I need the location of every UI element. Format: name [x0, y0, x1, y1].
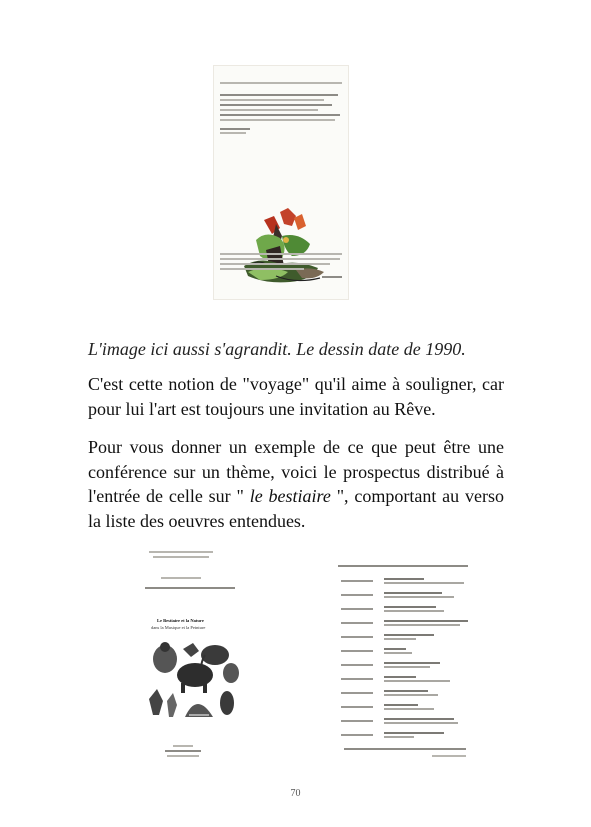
prospectus-header-line	[149, 551, 213, 553]
prospectus-front	[143, 547, 243, 772]
works-list-row	[338, 703, 473, 714]
prospectus-subtitle-line	[145, 587, 235, 589]
page-number: 70	[290, 788, 301, 799]
flyer-author-line	[220, 128, 250, 130]
works-list-row	[338, 717, 473, 728]
flyer-program-line	[220, 119, 335, 121]
flyer-caption-line	[220, 268, 304, 270]
flyer-program-line	[220, 109, 318, 111]
paragraph-prospectus	[88, 435, 504, 533]
scanned-prospectus-image	[143, 547, 473, 772]
prospectus-footer-line	[167, 755, 199, 757]
prospectus-back	[338, 547, 473, 772]
prospectus-header-line	[153, 556, 209, 558]
works-list-row	[338, 591, 473, 602]
scanned-flyer-image	[214, 66, 348, 299]
works-list-row	[338, 689, 473, 700]
paragraph-voyage: C'est cette notion de "voyage" qu'il aime à souligner, car pour lui l'art est toujours une invitation au Rêve.	[88, 374, 504, 419]
works-list-row	[338, 577, 473, 588]
flyer-header-line	[220, 82, 342, 84]
works-list-row	[338, 731, 473, 742]
flyer-caption-line	[220, 263, 330, 265]
works-list-row	[338, 675, 473, 686]
bestiary-engravings	[143, 639, 243, 729]
flyer-program-line	[220, 114, 340, 116]
works-list-row	[338, 605, 473, 616]
works-list-footer	[344, 748, 466, 750]
works-list-signature	[432, 755, 466, 757]
flyer-program-line	[220, 104, 332, 106]
flyer-program-line	[220, 94, 338, 96]
bestiaire-title: le bestiaire	[243, 486, 337, 506]
flyer-program-line	[220, 99, 324, 101]
prospectus-title: Le Bestiaire et la Nature	[157, 618, 204, 623]
image-caption: L'image ici aussi s'agrandit. Le dessin date de 1990.	[88, 339, 466, 359]
works-list-row	[338, 633, 473, 644]
flyer-author-line	[220, 132, 246, 134]
works-list-heading	[338, 565, 468, 567]
paragraph-text: Pour vous donner un exemple de ce que peut être une conférence sur un thème, voici le prospectus distribué à l'entrée de celle sur "	[88, 437, 504, 506]
prospectus-footer-line	[173, 745, 193, 747]
prospectus-subtitle-line	[161, 577, 201, 579]
flyer-signature-line	[322, 276, 342, 278]
prospectus-footer-line	[165, 750, 201, 752]
flyer-caption-line	[220, 258, 340, 260]
prospectus-subtitle: dans la Musique et la Peinture	[151, 625, 206, 630]
paragraph-text: ", comportant au verso la liste des oeuvres entendues.	[88, 486, 504, 531]
works-list-row	[338, 619, 473, 630]
flyer-caption-line	[220, 253, 342, 255]
works-list-row	[338, 647, 473, 658]
works-list-row	[338, 661, 473, 672]
